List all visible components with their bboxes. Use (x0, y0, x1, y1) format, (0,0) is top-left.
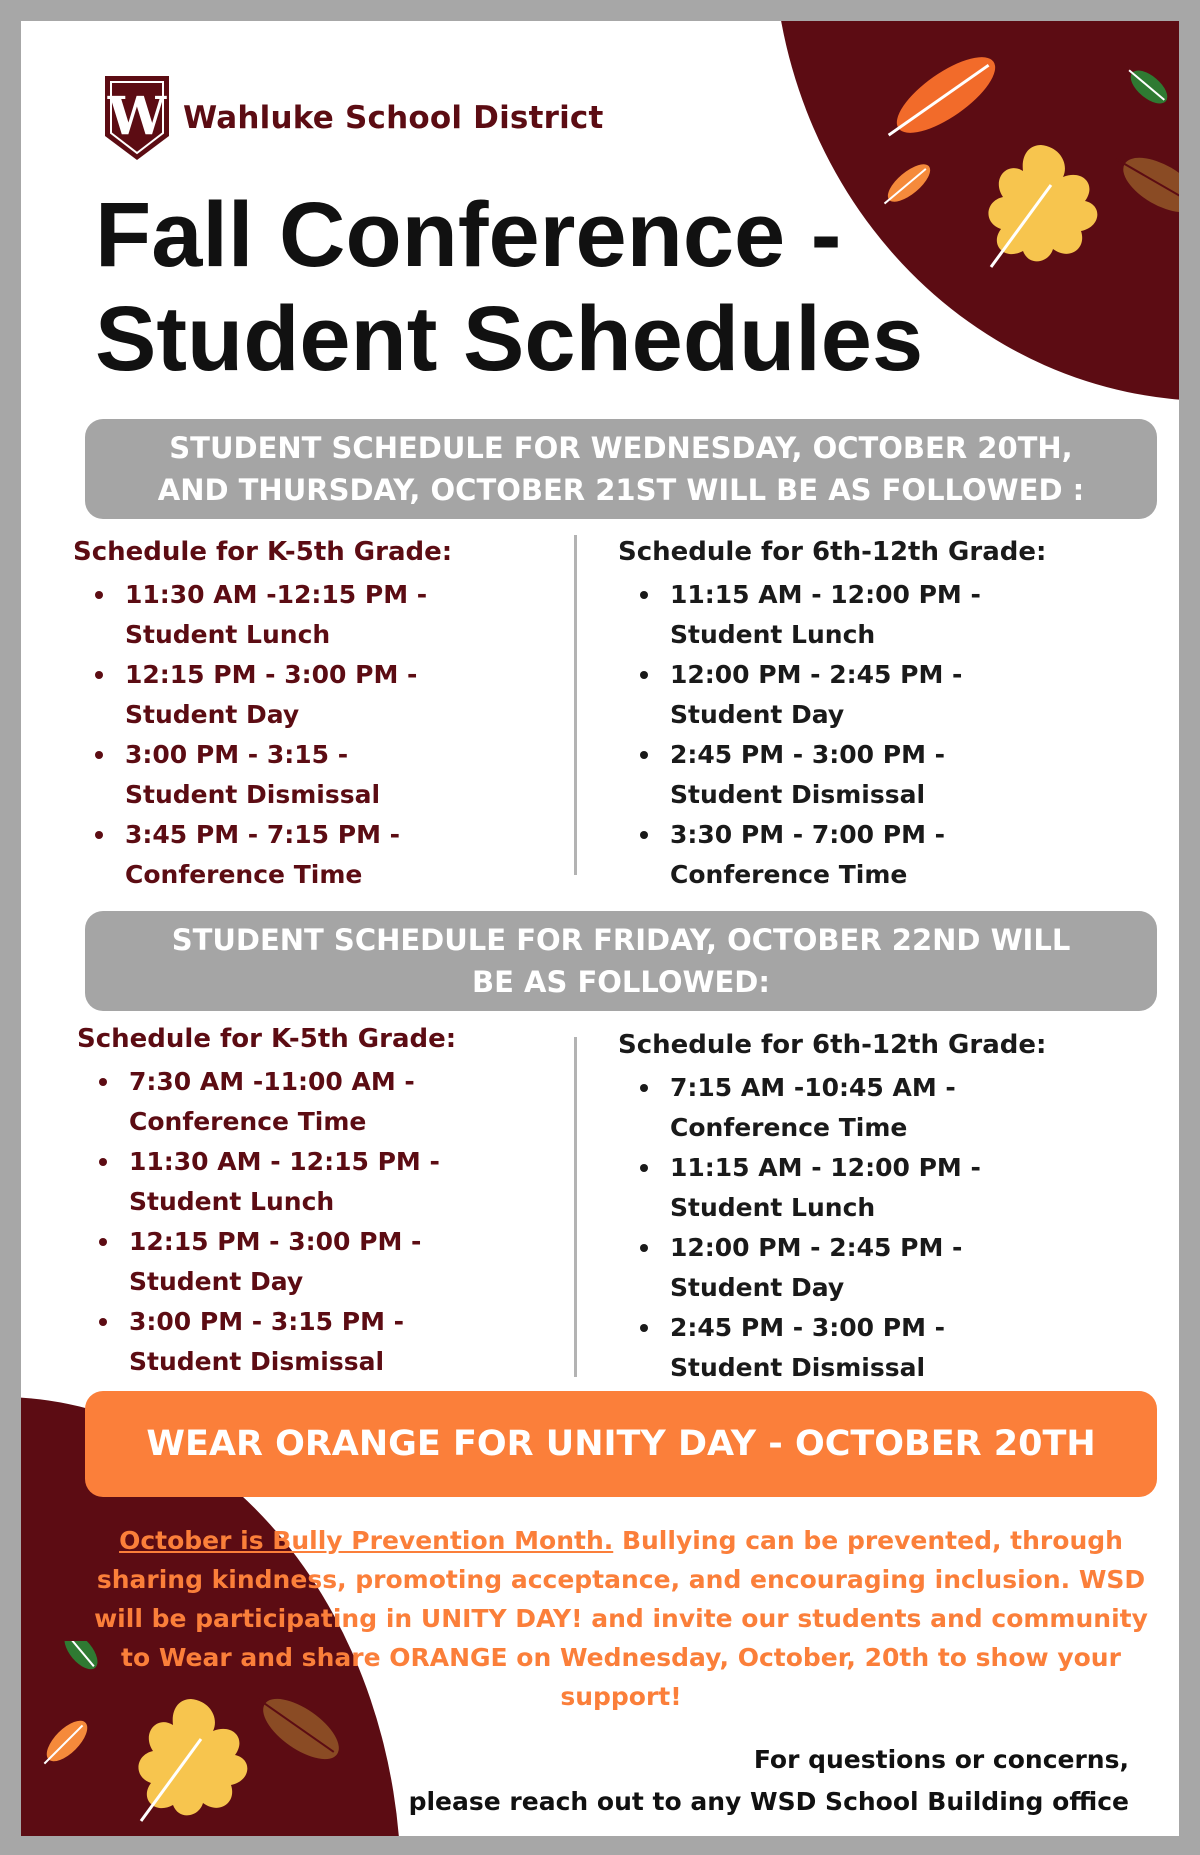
item-time: 2:45 PM - 3:00 PM - (670, 1313, 946, 1342)
item-time: 2:45 PM - 3:00 PM - (670, 740, 946, 769)
district-logo (103, 73, 604, 163)
bullet-icon (95, 751, 103, 759)
item-label: Student Lunch (125, 620, 331, 649)
banner-line: STUDENT SCHEDULE FOR FRIDAY, OCTOBER 22ND WILL (171, 923, 1071, 957)
bullet-icon (640, 1244, 648, 1252)
item-time: 11:15 AM - 12:00 PM - (670, 1153, 981, 1182)
banner-line: AND THURSDAY, OCTOBER 21ST WILL BE AS FOLLOWED : (157, 473, 1085, 507)
bullet-icon (640, 591, 648, 599)
banner-line: STUDENT SCHEDULE FOR WEDNESDAY, OCTOBER 20TH, (169, 431, 1073, 465)
item-time: 11:30 AM - 12:15 PM - (129, 1147, 440, 1176)
item-time: 12:00 PM - 2:45 PM - (670, 1233, 963, 1262)
contact-line-2: please reach out to any WSD School Building office (408, 1787, 1129, 1816)
list-item (618, 575, 1046, 655)
flyer-card (21, 21, 1179, 1836)
bullet-icon (95, 671, 103, 679)
k5-schedule-friday (77, 1024, 456, 1382)
list-item (618, 1068, 1046, 1148)
item-label: Student Lunch (670, 1193, 876, 1222)
list-item (77, 1302, 456, 1382)
item-time: 12:00 PM - 2:45 PM - (670, 660, 963, 689)
k5-schedule-wed-thu (73, 537, 452, 895)
item-time: 11:15 AM - 12:00 PM - (670, 580, 981, 609)
district-shield-icon (103, 74, 171, 162)
column-divider (574, 535, 577, 875)
unity-day-banner: WEAR ORANGE FOR UNITY DAY - OCTOBER 20TH (85, 1391, 1157, 1497)
bully-prevention-text (81, 1521, 1161, 1716)
item-time: 7:15 AM -10:45 AM - (670, 1073, 956, 1102)
bullet-icon (640, 751, 648, 759)
item-time: 12:15 PM - 3:00 PM - (125, 660, 418, 689)
bully-prevention-link[interactable]: October is Bully Prevention Month. (119, 1526, 614, 1555)
banner-line: BE AS FOLLOWED: (472, 965, 770, 999)
6-12-schedule-wed-thu (618, 537, 1046, 895)
item-label: Student Lunch (129, 1187, 335, 1216)
bullet-icon (640, 1164, 648, 1172)
item-time: 12:15 PM - 3:00 PM - (129, 1227, 422, 1256)
item-label: Conference Time (670, 860, 908, 889)
contact-line-1: For questions or concerns, (753, 1745, 1129, 1774)
list-item (73, 575, 452, 655)
bullet-icon (99, 1078, 107, 1086)
bullet-icon (99, 1158, 107, 1166)
title-line-2: Student Schedules (95, 288, 924, 390)
list-item (618, 735, 1046, 815)
column-heading: Schedule for K-5th Grade: (73, 537, 453, 567)
schedule-banner-wed-thu (85, 419, 1157, 519)
item-label: Conference Time (129, 1107, 367, 1136)
bully-prevention-body: Bullying can be prevented, through sharing kindness, promoting acceptance, and encouraging inclusion. WSD will be participating in UNITY DAY! and invite our students and community to Wear and share ORANGE on Wednesday, October, 20th to show your support! (94, 1526, 1148, 1711)
item-time: 3:00 PM - 3:15 - (125, 740, 349, 769)
item-label: Student Day (129, 1267, 304, 1296)
list-item (77, 1222, 456, 1302)
bullet-icon (640, 1084, 648, 1092)
item-label: Student Dismissal (670, 1353, 926, 1382)
list-item (618, 655, 1046, 735)
6-12-schedule-friday (618, 1030, 1046, 1388)
list-item (73, 655, 452, 735)
list-item (73, 735, 452, 815)
bullet-icon (95, 831, 103, 839)
page-title (95, 183, 995, 391)
list-item (618, 1148, 1046, 1228)
org-name: Wahluke School District (183, 100, 604, 136)
bullet-icon (95, 591, 103, 599)
item-label: Student Dismissal (129, 1347, 385, 1376)
item-label: Student Dismissal (670, 780, 926, 809)
bullet-icon (640, 1324, 648, 1332)
column-heading: Schedule for 6th-12th Grade: (618, 1030, 1047, 1060)
list-item (618, 815, 1046, 895)
list-item (618, 1308, 1046, 1388)
title-line-1: Fall Conference - (95, 184, 842, 286)
list-item (77, 1062, 456, 1142)
bullet-icon (640, 671, 648, 679)
item-label: Student Dismissal (125, 780, 381, 809)
column-divider (574, 1037, 577, 1377)
list-item (77, 1142, 456, 1222)
list-item (618, 1228, 1046, 1308)
bullet-icon (99, 1238, 107, 1246)
list-item (73, 815, 452, 895)
item-label: Student Day (125, 700, 300, 729)
bullet-icon (640, 831, 648, 839)
contact-note (409, 1739, 1129, 1823)
item-label: Conference Time (670, 1113, 908, 1142)
schedule-banner-friday (85, 911, 1157, 1011)
item-label: Student Day (670, 700, 845, 729)
item-label: Conference Time (125, 860, 363, 889)
item-time: 3:30 PM - 7:00 PM - (670, 820, 946, 849)
item-label: Student Day (670, 1273, 845, 1302)
item-time: 3:00 PM - 3:15 PM - (129, 1307, 405, 1336)
item-time: 11:30 AM -12:15 PM - (125, 580, 428, 609)
bullet-icon (99, 1318, 107, 1326)
item-label: Student Lunch (670, 620, 876, 649)
item-time: 7:30 AM -11:00 AM - (129, 1067, 415, 1096)
column-heading: Schedule for K-5th Grade: (77, 1024, 457, 1054)
item-time: 3:45 PM - 7:15 PM - (125, 820, 401, 849)
column-heading: Schedule for 6th-12th Grade: (618, 537, 1047, 567)
logo-letter: W (107, 86, 167, 147)
